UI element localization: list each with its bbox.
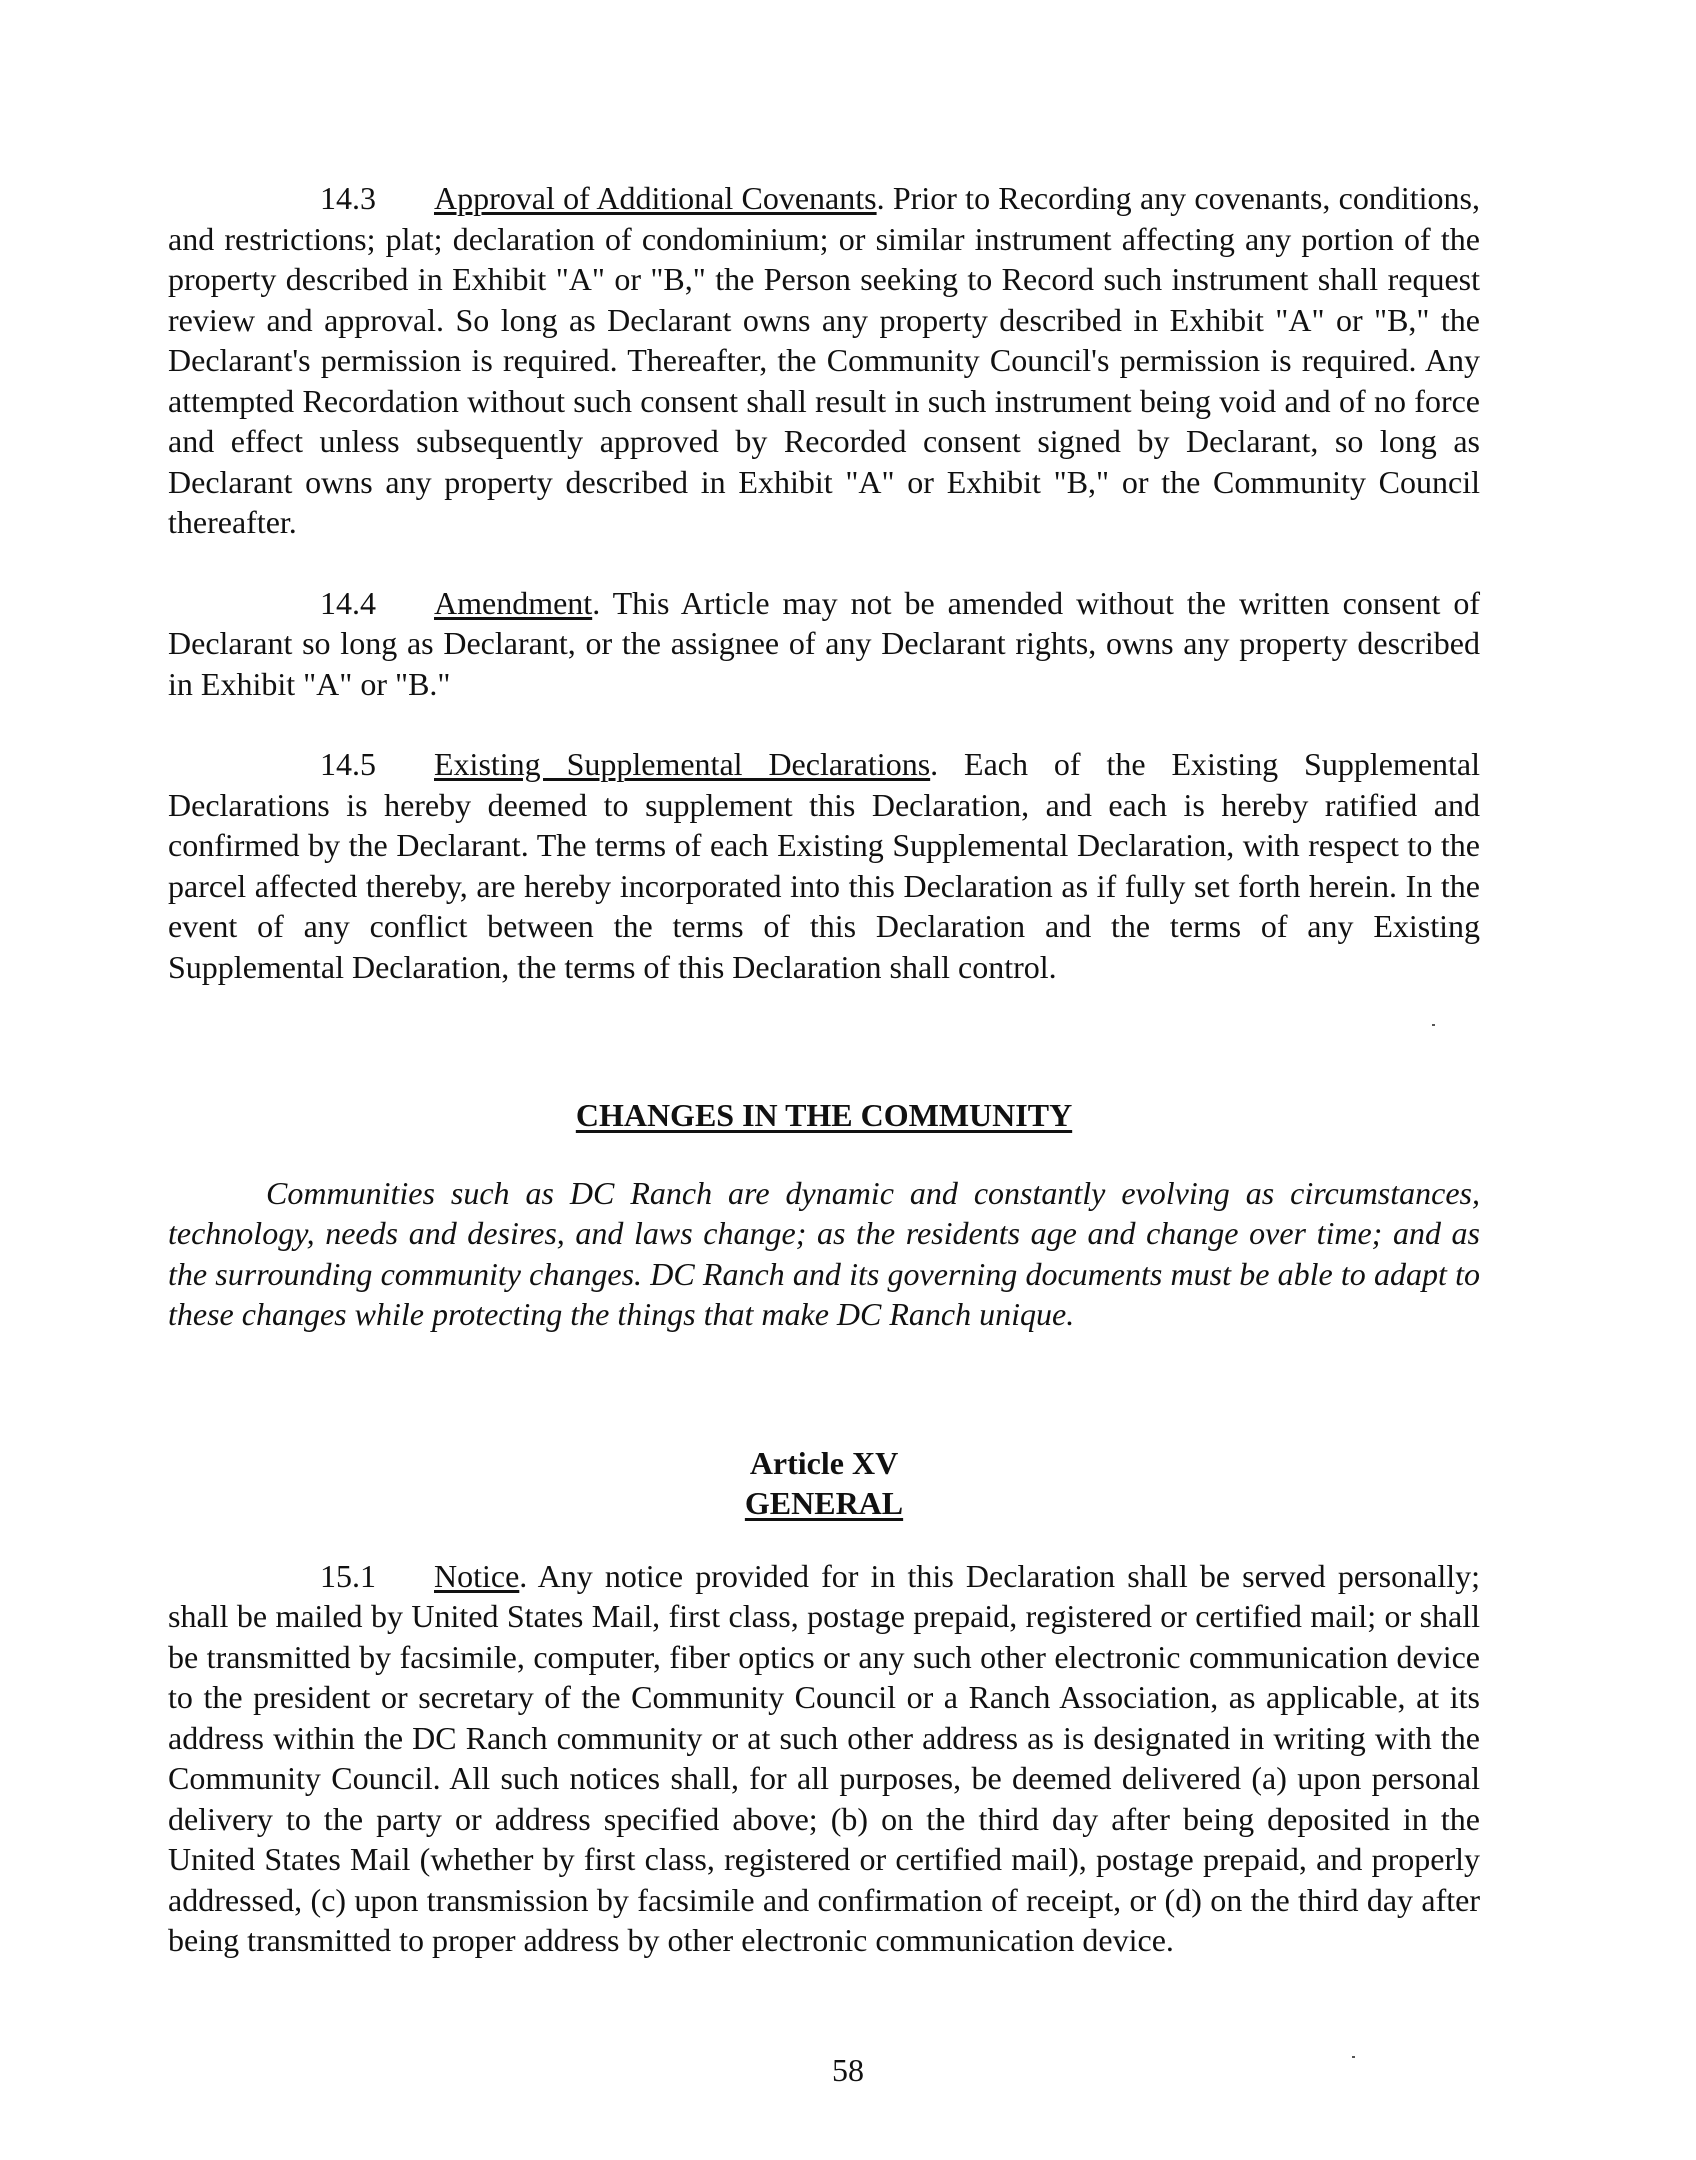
section-heading: Notice	[434, 1557, 520, 1594]
section-number: 15.1	[320, 1557, 376, 1594]
section-number: 14.4	[320, 584, 376, 621]
section-body: . Prior to Recording any covenants, conditions, and restrictions; plat; declaration of condominium; or similar instrument affecting any portion of the property described in Exhibit "A" or "B," the Person seeking to Record such instrument shall request review and approval. So long as Declarant owns any property described in Exhibit "A" or "B," the Declarant's permission is required. Thereafter, the Community Council's permission is required. Any attempted Recordation without such consent shall result in such instrument being void and of no force and effect unless subsequently approved by Recorded consent signed by Declarant, so long as Declarant owns any property described in Exhibit "A" or Exhibit "B," or the Community Council thereafter.	[168, 180, 1481, 540]
section-14-3	[168, 178, 1480, 543]
section-body: . Each of the Existing Supplemental Declarations is hereby deemed to supplement this Declaration, and each is hereby ratified and confirmed by the Declarant. The terms of each Existing Supplemental Declaration, with respect to the parcel affected thereby, are hereby incorporated into this Declaration as if fully set forth herein. In the event of any conflict between the terms of this Declaration and the terms of any Existing Supplemental Declaration, the terms of this Declaration shall control.	[168, 746, 1481, 985]
section-number: 14.3	[320, 180, 376, 216]
changes-section-preamble: Communities such as DC Ranch are dynamic and constantly evolving as circumstances, technology, needs and desires, and laws change; as the residents age and change over time; and as the surrounding community changes. DC Ranch and its governing documents must be able to adapt to these changes while protecting the things that make DC Ranch unique.	[168, 1174, 1480, 1332]
page-number: 58	[832, 2052, 864, 2088]
changes-section-title: CHANGES IN THE COMMUNITY	[575, 1097, 1073, 1133]
section-heading: Amendment	[434, 584, 593, 621]
scan-speck	[1432, 1024, 1435, 1026]
article-number: Article XV	[749, 1444, 899, 1481]
article-name: GENERAL	[744, 1485, 904, 1521]
section-body: . Any notice provided for in this Declaration shall be served personally; shall be mailed by United States Mail, first class, postage prepaid, registered or certified mail; or shall be transmitted by facsimile, computer, fiber optics or any such other electronic communication device to the president or secretary of the Community Council or a Ranch Association, as applicable, at its address within the DC Ranch community or at such other address as is designated in writing with the Community Council. All such notices shall, for all purposes, be deemed delivered (a) upon personal delivery to the party or address specified above; (b) on the third day after being deposited in the United States Mail (whether by first class, registered or certified mail), postage prepaid, and properly addressed, (c) upon transmission by facsimile and confirmation of receipt, or (d) on the third day after being transmitted to proper address by other electronic communication device.	[168, 1557, 1480, 1958]
section-14-4	[168, 583, 1480, 705]
scan-speck	[1352, 2056, 1355, 2058]
section-heading: Existing Supplemental Declarations	[434, 746, 931, 782]
section-number: 14.5	[320, 746, 376, 782]
section-15-1	[168, 1556, 1480, 1961]
section-14-5	[168, 744, 1480, 987]
document-page	[168, 178, 1480, 1961]
section-heading: Approval of Additional Covenants	[434, 180, 877, 216]
section-body: . This Article may not be amended without the written consent of Declarant so long as Declarant, or the assignee of any Declarant rights, owns any property described in Exhibit "A" or "B."	[168, 584, 1480, 702]
